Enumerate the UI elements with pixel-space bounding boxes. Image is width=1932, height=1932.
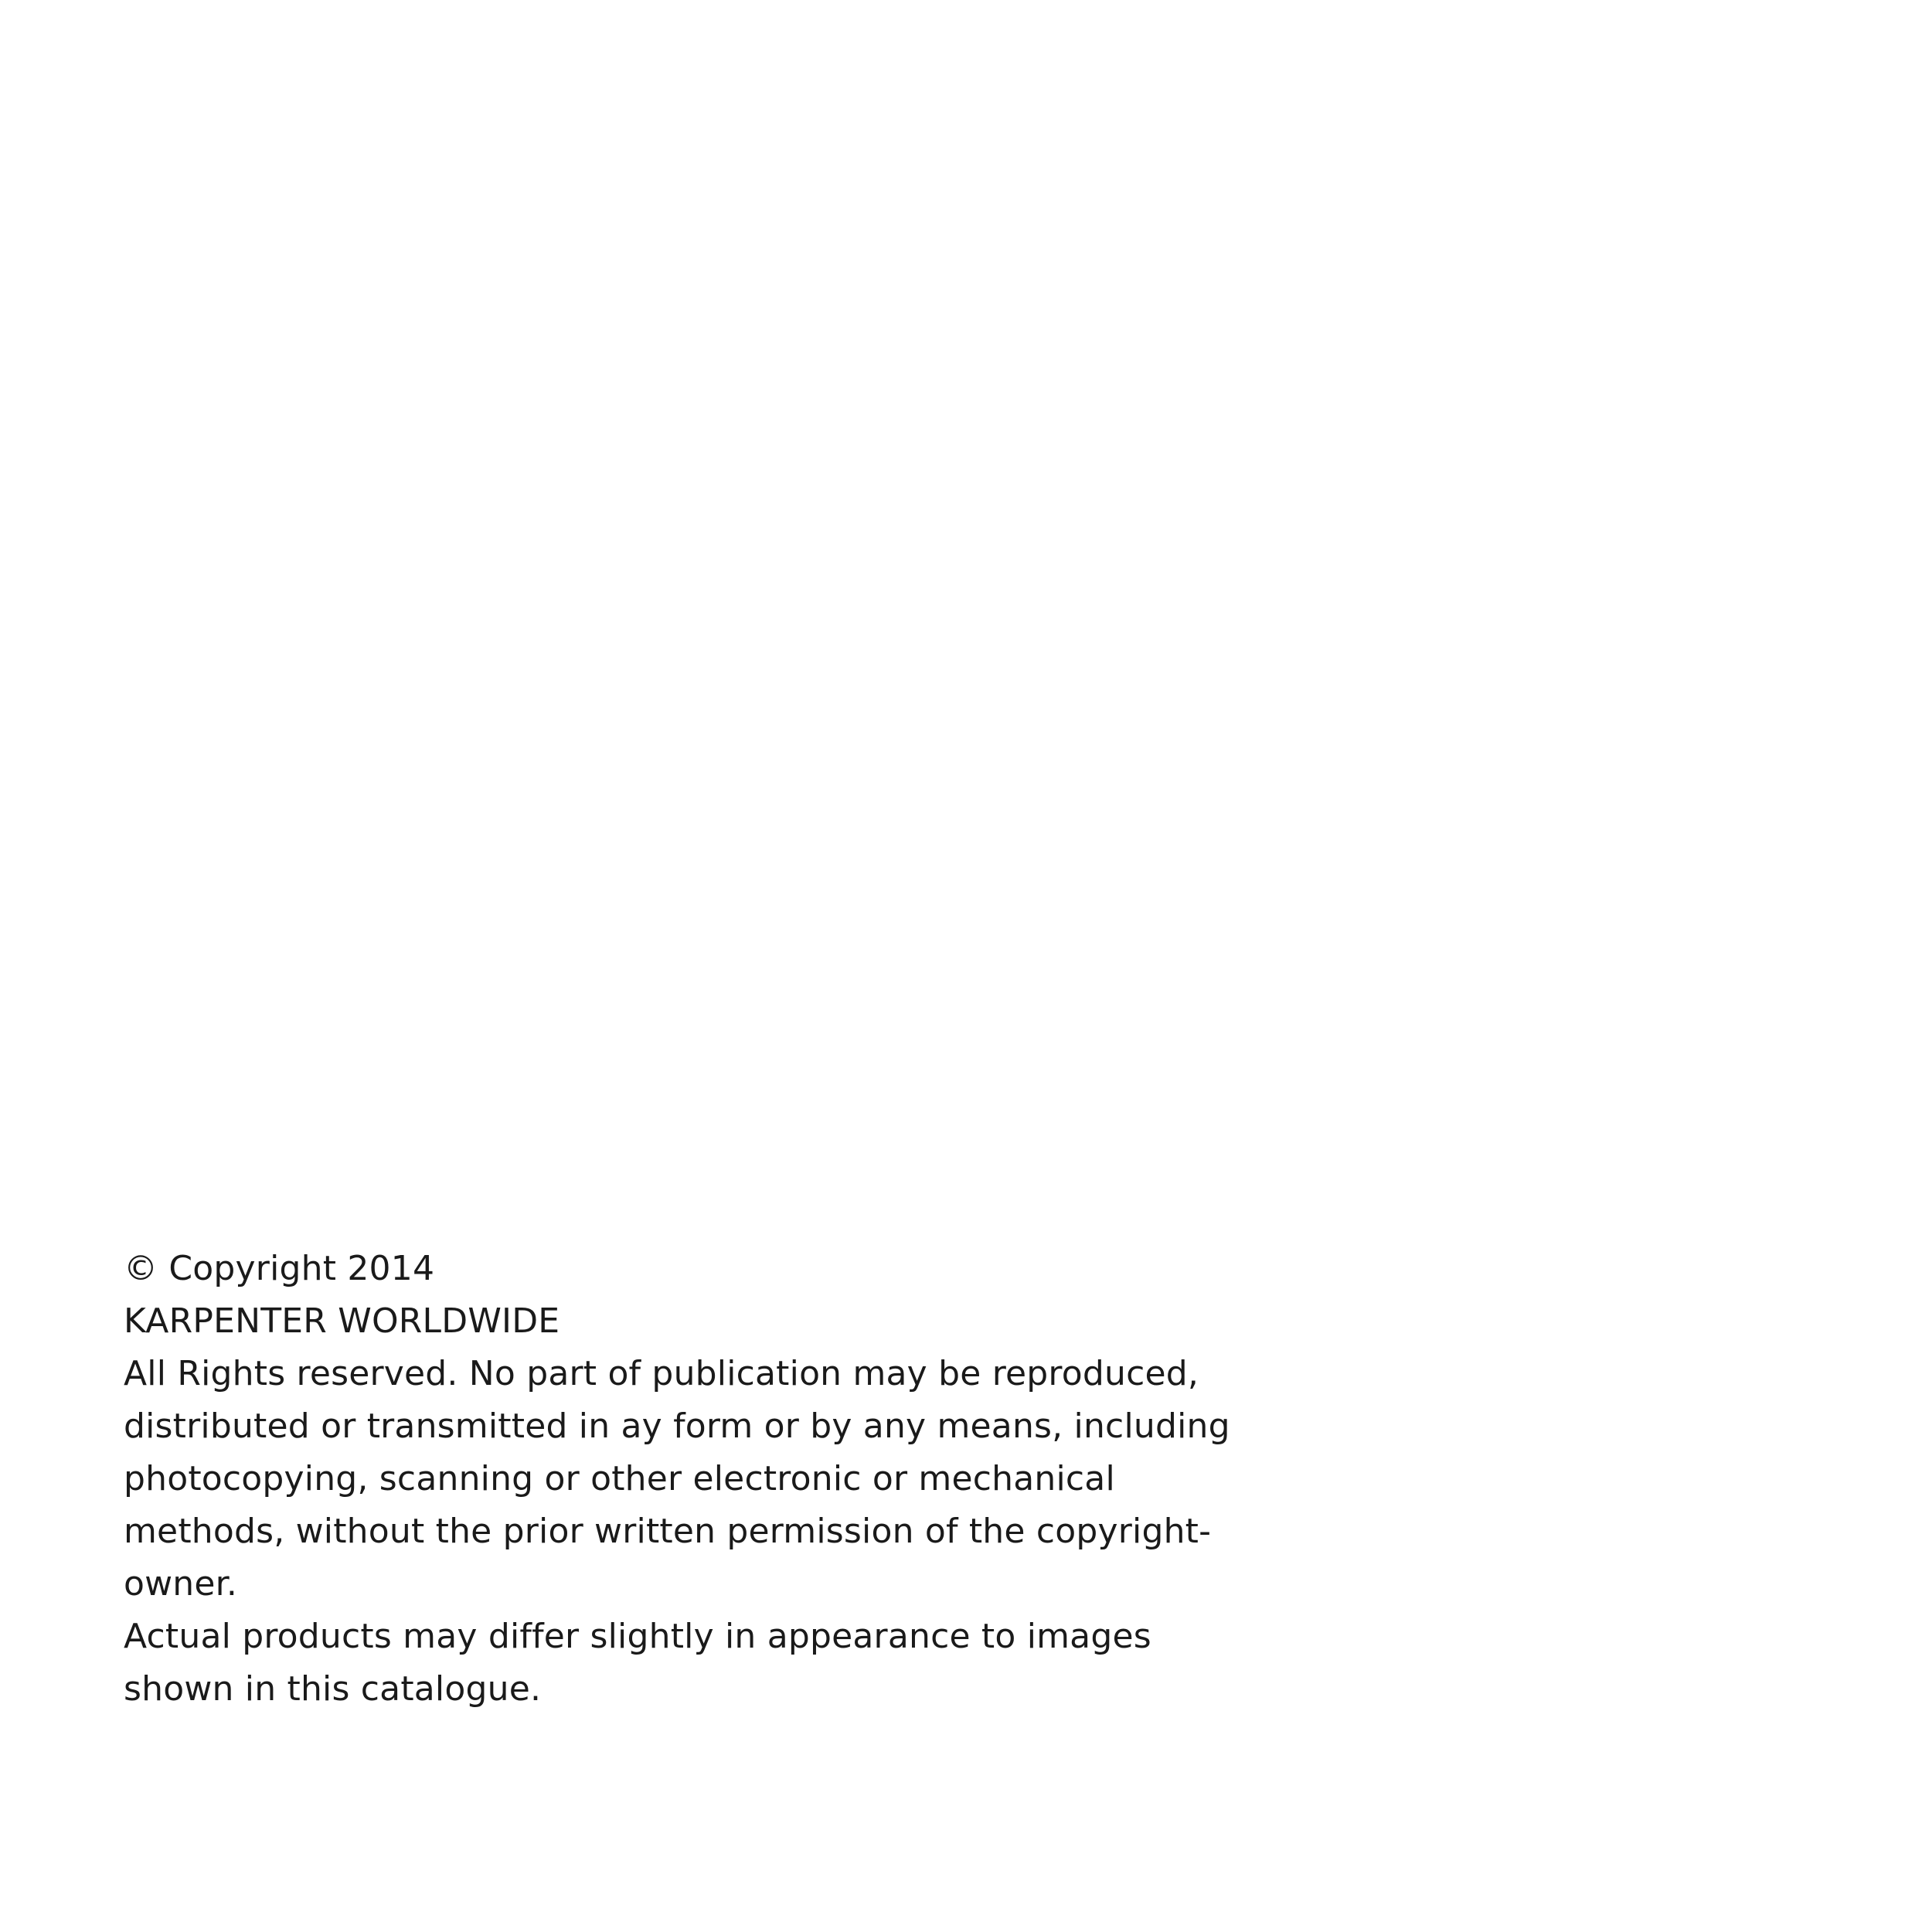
product-disclaimer	[124, 1611, 1206, 1716]
rights-line: methods, without the prior written permission of the copyright-	[124, 1512, 1212, 1551]
rights-line: All Rights reserved. No part of publication may be reproduced,	[124, 1354, 1199, 1393]
disclaimer-line: Actual products may differ slightly in appearance to images	[124, 1617, 1151, 1656]
copyright-line: © Copyright 2014	[124, 1249, 435, 1288]
rights-statement	[124, 1348, 1230, 1611]
rights-line: photocopying, scanning or other electronic or mechanical	[124, 1459, 1115, 1498]
rights-line: owner.	[124, 1564, 238, 1604]
disclaimer-line: shown in this catalogue.	[124, 1669, 542, 1709]
imprint-section	[124, 1243, 1230, 1716]
company-name: KARPENTER WORLDWIDE	[124, 1301, 560, 1341]
copyright-block	[124, 1243, 1206, 1348]
rights-line: distributed or transmitted in ay form or by any means, including	[124, 1406, 1230, 1446]
